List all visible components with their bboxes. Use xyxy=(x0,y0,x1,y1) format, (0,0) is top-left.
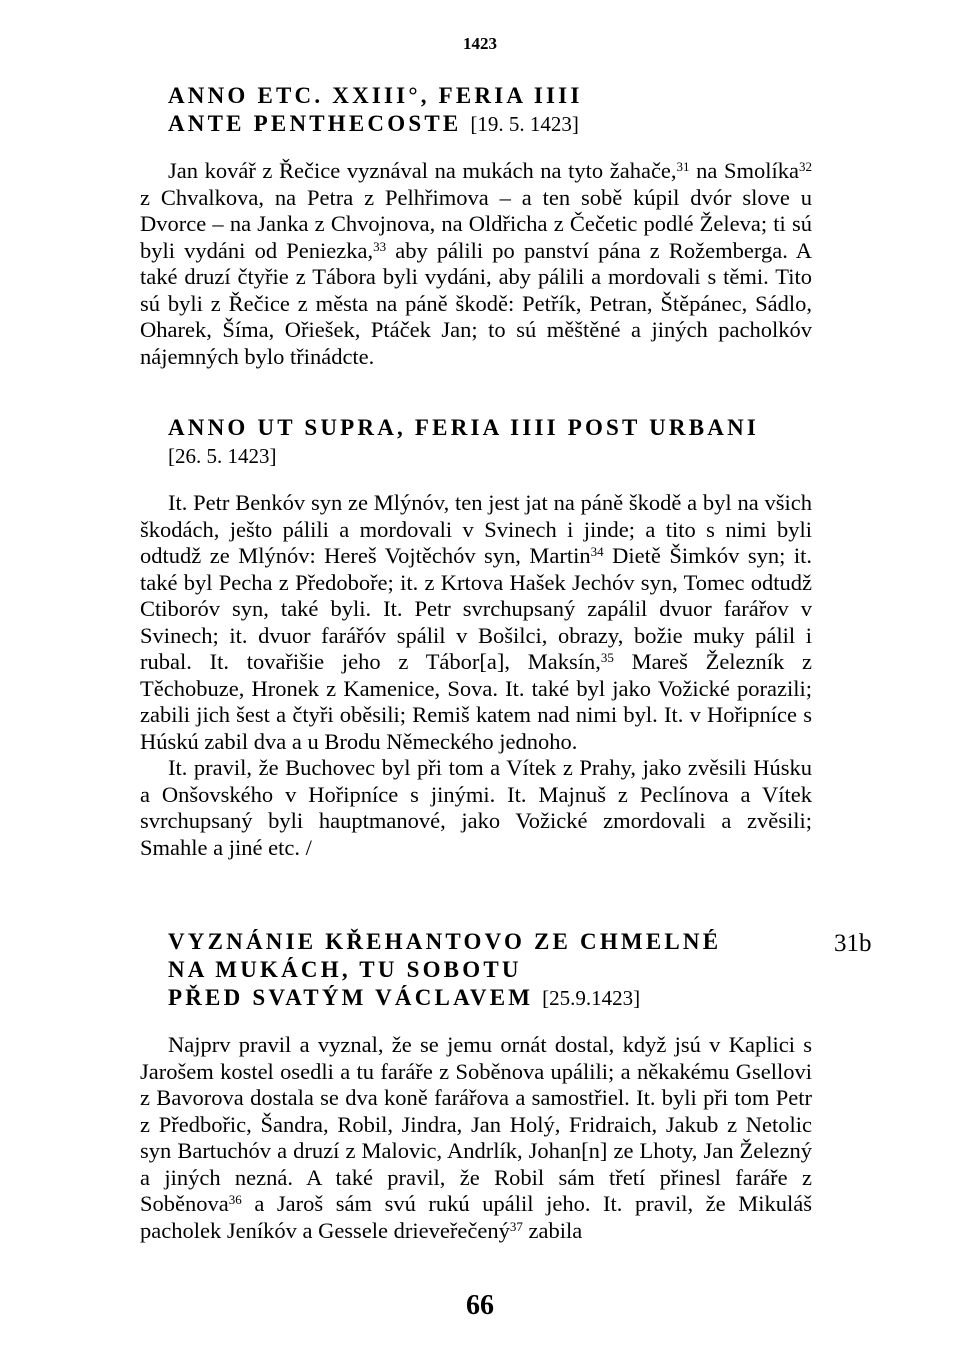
heading-line xyxy=(168,110,828,138)
footnote-ref: 32 xyxy=(799,158,812,174)
heading-date: [26. 5. 1423] xyxy=(168,444,277,468)
page-number: 66 xyxy=(466,1290,494,1321)
heading-line xyxy=(168,442,828,470)
footnote-ref: 37 xyxy=(509,1218,523,1234)
heading-line: ANNO ETC. XXIII°, FERIA IIII xyxy=(168,83,583,108)
heading-date: [19. 5. 1423] xyxy=(470,112,579,136)
heading-line-text: ANTE PENTHECOSTE xyxy=(168,111,462,136)
heading-date: [25.9.1423] xyxy=(542,986,641,1010)
paragraph: Jan kovář z Řečice vyznával na mukách na tyto žahače,$^{31}$ na Smolíka$^{32}$ z Chvalkova, na Petra z Pelhřimova – a ten sobě kúpil dvór slove u Dvorce – na Janka z Chvojnova, na Oldřicha z Čečetic podlé Želeva; ti sú byli vydáni od Peniezka,$^{33}$ aby pálili po panství pána z Rožemberga. A také druzí čtyřie z Tábora byli vydáni, aby pálili a mordovali s těmi. Tito sú byli z Řečice z města na páně škodě: Petřík, Petran, Štěpánec, Sádlo, Oharek, Šíma, Ořiešek, Ptáček Jan; to sú měštěné a jiných pacholkóv nájemných bylo třinádcte. xyxy=(140,158,813,369)
footnote-ref: 36 xyxy=(228,1191,242,1207)
heading-line xyxy=(168,984,828,1012)
footnote-ref: 35 xyxy=(600,649,614,665)
heading-line: VYZNÁNIE KŘEHANTOVO ZE CHMELNÉ xyxy=(168,929,722,954)
section-body-1 xyxy=(140,158,812,370)
footnote-ref: 31 xyxy=(676,158,690,174)
heading-line-text: PŘED SVATÝM VÁCLAVEM xyxy=(168,985,534,1010)
footnote-ref: 34 xyxy=(590,543,604,559)
section-heading-1 xyxy=(168,82,828,138)
section-body-2 xyxy=(140,490,812,861)
paragraph: It. pravil, že Buchovec byl při tom a Vítek z Prahy, jako zvěsili Húsku a Onšovského v Hořipníce s jinými. It. Majnuš z Peclínova a Vítek svrchupsaný byli hauptmanové, jako Vožické zmordovali a zvěsili; Smahle a jiné etc. / xyxy=(140,755,812,860)
heading-line: ANNO UT SUPRA, FERIA IIII POST URBANI xyxy=(168,415,760,440)
folio-margin-note: 31b xyxy=(834,930,872,957)
section-body-3 xyxy=(140,1032,812,1244)
paragraph: Najprv pravil a vyznal, že se jemu ornát dostal, když jsú v Kaplici s Jarošem kostel osedli a tu faráře z Soběnova upálili; a někakému Gsellovi z Bavorova dostala se dva koně farářova a samostřiel. It. byli při tom Petr z Předbořic, Šandra, Robil, Jindra, Jan Holý, Fridraich, Jakub z Netolic syn Bartuchóv a druzí z Malovic, Andrlík, Johan[n] ze Lhoty, Jan Železný a jiných nezná. A také pravil, že Robil sám třetí přinesl faráře z Soběnova$^{36}$ a Jaroš sám svú rukú upálil jeho. It. pravil, že Mikuláš pacholek Jeníkóv a Gessele drieveřečený$^{37}$ zabila xyxy=(140,1032,812,1243)
paragraph: It. Petr Benkóv syn ze Mlýnóv, ten jest jat na páně škodě a byl na všich škodách, ješto pálili a mordovali v Svinech i jinde; a tito s nimi byli odtudž ze Mlýnóv: Hereš Vojtěchóv syn, Martin$^{34}$ Dietě Šimkóv syn; it. také byl Pecha z Předoboře; it. z Krtova Hašek Jechóv syn, Tomec odtudž Ctiboróv syn, také byli. It. Petr svrchupsaný zapálil dvuor farářov v Svinech; it. dvuor farářóv spálil v Bošilci, obrazy, božie muky pálil i rubal. It. tovařišie jeho z Tábor[a], Maksín,$^{35}$ Mareš Železník z Těchobuze, Hronek z Kamenice, Sova. It. také byl jako Vožické porazili; zabili jich šest a čtyři oběsili; Remiš katem nad nimi byl. It. v Hořipníce s Húskú zabil dva a u Brodu Německého jednoho. xyxy=(140,490,813,754)
footnote-ref: 33 xyxy=(373,238,387,254)
heading-line: NA MUKÁCH, TU SOBOTU xyxy=(168,957,522,982)
section-heading-2 xyxy=(168,414,828,470)
section-heading-3 xyxy=(168,928,828,1012)
running-head: 1423 xyxy=(463,34,497,53)
